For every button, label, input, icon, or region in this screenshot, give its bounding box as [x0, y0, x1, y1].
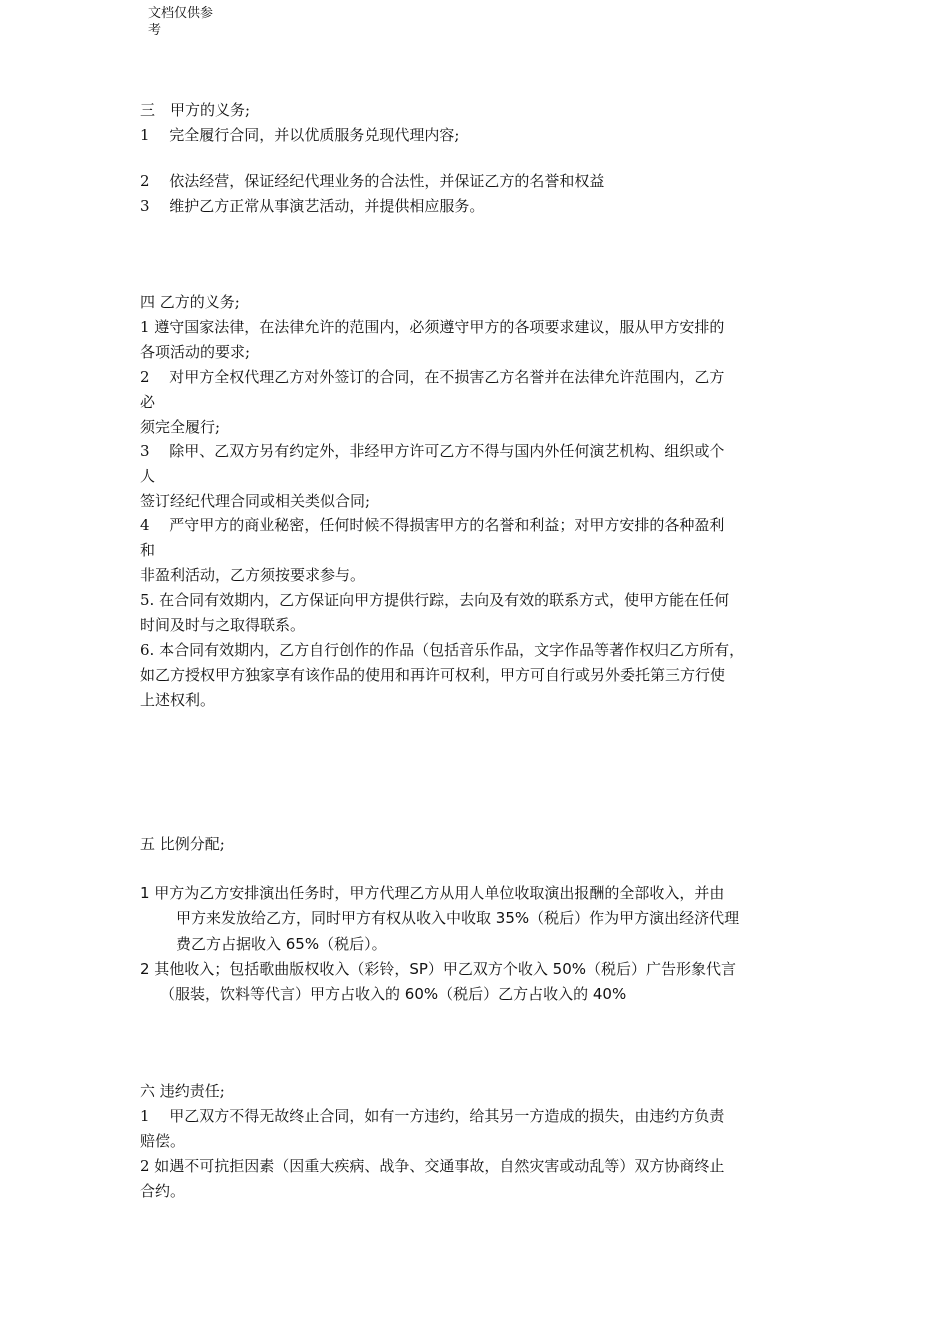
section-4-line: 5. 在合同有效期内，乙方保证向甲方提供行踪，去向及有效的联系方式，使甲方能在任何	[140, 591, 730, 609]
section-6-line: 赔偿。	[140, 1132, 186, 1150]
section-5-line: （服装，饮料等代言）甲方占收入的 60%（税后）乙方占收入的 40%	[160, 985, 627, 1003]
section-3-item-2: 2 依法经营，保证经纪代理业务的合法性，并保证乙方的名誉和权益	[140, 172, 605, 190]
section-4-title: 四 乙方的义务;	[140, 293, 240, 311]
section-4-line: 如乙方授权甲方独家享有该作品的使用和再许可权利，甲方可自行或另外委托第三方行使	[140, 666, 726, 684]
section-4-line: 2 对甲方全权代理乙方对外签订的合同，在不损害乙方名誉并在法律允许范围内，乙方	[140, 368, 725, 386]
section-4-line: 各项活动的要求;	[140, 343, 251, 361]
header-line: 考	[148, 23, 162, 38]
section-4-line: 4 严守甲方的商业秘密，任何时候不得损害甲方的名誉和利益；对甲方安排的各种盈利	[140, 516, 725, 534]
section-4-line: 上述权利。	[140, 691, 216, 709]
section-6-line: 合约。	[140, 1182, 186, 1200]
section-5-line: 1 甲方为乙方安排演出任务时，甲方代理乙方从用人单位收取演出报酬的全部收入，并由	[140, 884, 725, 902]
header-line: 文档仅供参	[148, 6, 214, 21]
section-3-item-1: 1 完全履行合同，并以优质服务兑现代理内容;	[140, 126, 460, 144]
section-4-line: 必	[140, 393, 156, 411]
section-4-line: 非盈利活动，乙方须按要求参与。	[140, 566, 366, 584]
section-5-title: 五 比例分配;	[140, 835, 225, 853]
section-6-line: 1 甲乙双方不得无故终止合同，如有一方违约，给其另一方造成的损失，由违约方负责	[140, 1107, 725, 1125]
section-4-line: 须完全履行;	[140, 418, 221, 436]
section-5-line: 甲方来发放给乙方，同时甲方有权从收入中收取 35%（税后）作为甲方演出经济代理	[176, 909, 740, 927]
section-6-line: 2 如遇不可抗拒因素（因重大疾病、战争、交通事故，自然灾害或动乱等）双方协商终止	[140, 1157, 725, 1175]
page-header	[148, 5, 228, 39]
section-5-line: 费乙方占据收入 65%（税后）。	[176, 935, 387, 953]
section-4-line: 1 遵守国家法律，在法律允许的范围内，必须遵守甲方的各项要求建议，服从甲方安排的	[140, 318, 725, 336]
section-4-line: 人	[140, 467, 156, 485]
section-5-line: 2 其他收入；包括歌曲版权收入（彩铃，SP）甲乙双方个收入 50%（税后）广告形象代言	[140, 960, 736, 978]
section-4-line: 3 除甲、乙双方另有约定外，非经甲方许可乙方不得与国内外任何演艺机构、组织或个	[140, 442, 725, 460]
section-4-line: 和	[140, 541, 156, 559]
section-6-title: 六 违约责任;	[140, 1082, 225, 1100]
section-3-title: 三 甲方的义务;	[140, 101, 251, 119]
section-4-line: 6. 本合同有效期内，乙方自行创作的作品（包括音乐作品，文字作品等著作权归乙方所有，	[140, 641, 745, 659]
section-4-line: 时间及时与之取得联系。	[140, 616, 306, 634]
section-3-item-3: 3 维护乙方正常从事演艺活动，并提供相应服务。	[140, 197, 485, 215]
section-4-line: 签订经纪代理合同或相关类似合同;	[140, 492, 371, 510]
